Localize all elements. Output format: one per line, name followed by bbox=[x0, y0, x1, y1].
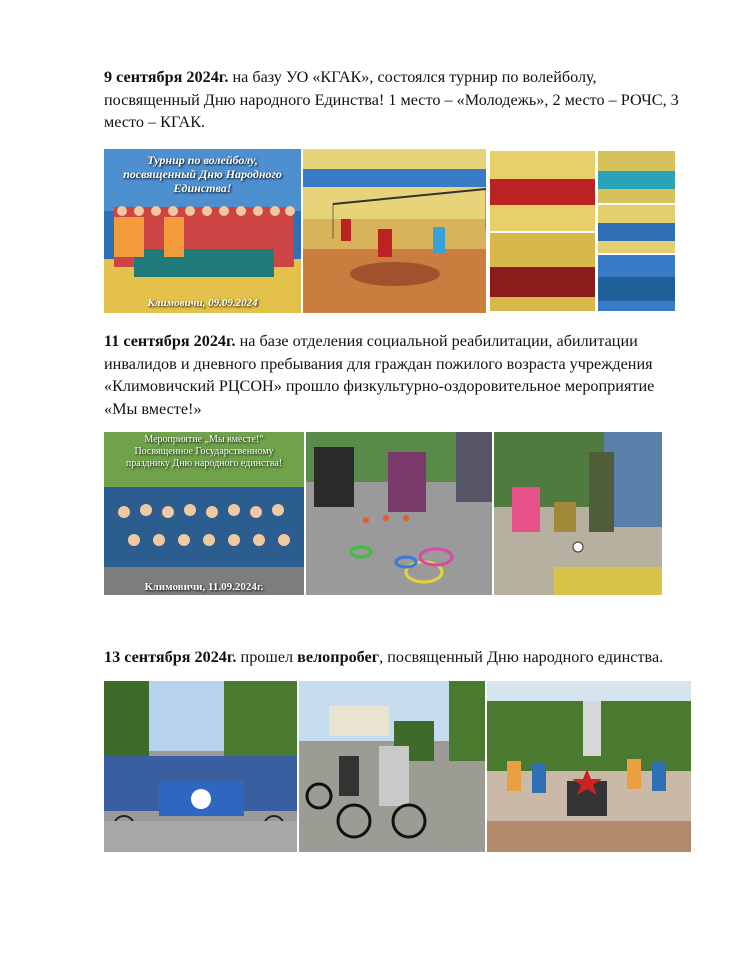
photo-bike-memorial bbox=[487, 681, 691, 852]
section-3-body-after: , посвященный Дню народного единства. bbox=[379, 648, 664, 666]
photo-together-football bbox=[494, 432, 662, 595]
section-3-body-before: прошел bbox=[236, 648, 298, 666]
section-2-text bbox=[104, 330, 684, 420]
photo-volleyball-caption: Климовичи, 09.09.2024 bbox=[147, 297, 258, 309]
photo-volleyball-poster bbox=[104, 149, 301, 313]
photo-volleyball-title: Турнир по волейболу, посвященный Дню Народного Единства! bbox=[123, 153, 282, 195]
photo-together-title: Мероприятие „Мы вместе!“ Посвященное Государственному празднику Дню народного единства! bbox=[125, 434, 283, 469]
photo-together-rings bbox=[306, 432, 492, 595]
photo-volleyball-court bbox=[303, 149, 486, 313]
section-3-bold-word: велопробег bbox=[297, 648, 380, 666]
photo-together-poster bbox=[104, 432, 304, 595]
section-2-date: 11 сентября 2024г. bbox=[104, 332, 236, 350]
section-1-body: на базу УО «КГАК», состоялся турнир по волейболу, посвященный Дню народного Единства! 1 место – «Молодежь», 2 место – РОЧС, 3 место – КГАК. bbox=[104, 68, 679, 131]
section-2-body: на базе отделения социальной реабилитации, абилитации инвалидов и дневного пребывания для граждан пожилого возраста учреждения «Климовичский РЦСОН» прошло физкультурно-оздоровительное мероприятие «Мы вместе!» bbox=[104, 332, 655, 418]
photo-bike-street bbox=[299, 681, 485, 852]
photo-volleyball-collage bbox=[488, 149, 677, 313]
photo-together-caption: Климовичи, 11.09.2024г. bbox=[144, 581, 264, 593]
section-1-date: 9 сентября 2024г. bbox=[104, 68, 229, 86]
section-3-text bbox=[104, 646, 684, 669]
section-3-date: 13 сентября 2024г. bbox=[104, 648, 237, 666]
section-1-text bbox=[104, 66, 684, 134]
photo-bike-group bbox=[104, 681, 297, 852]
